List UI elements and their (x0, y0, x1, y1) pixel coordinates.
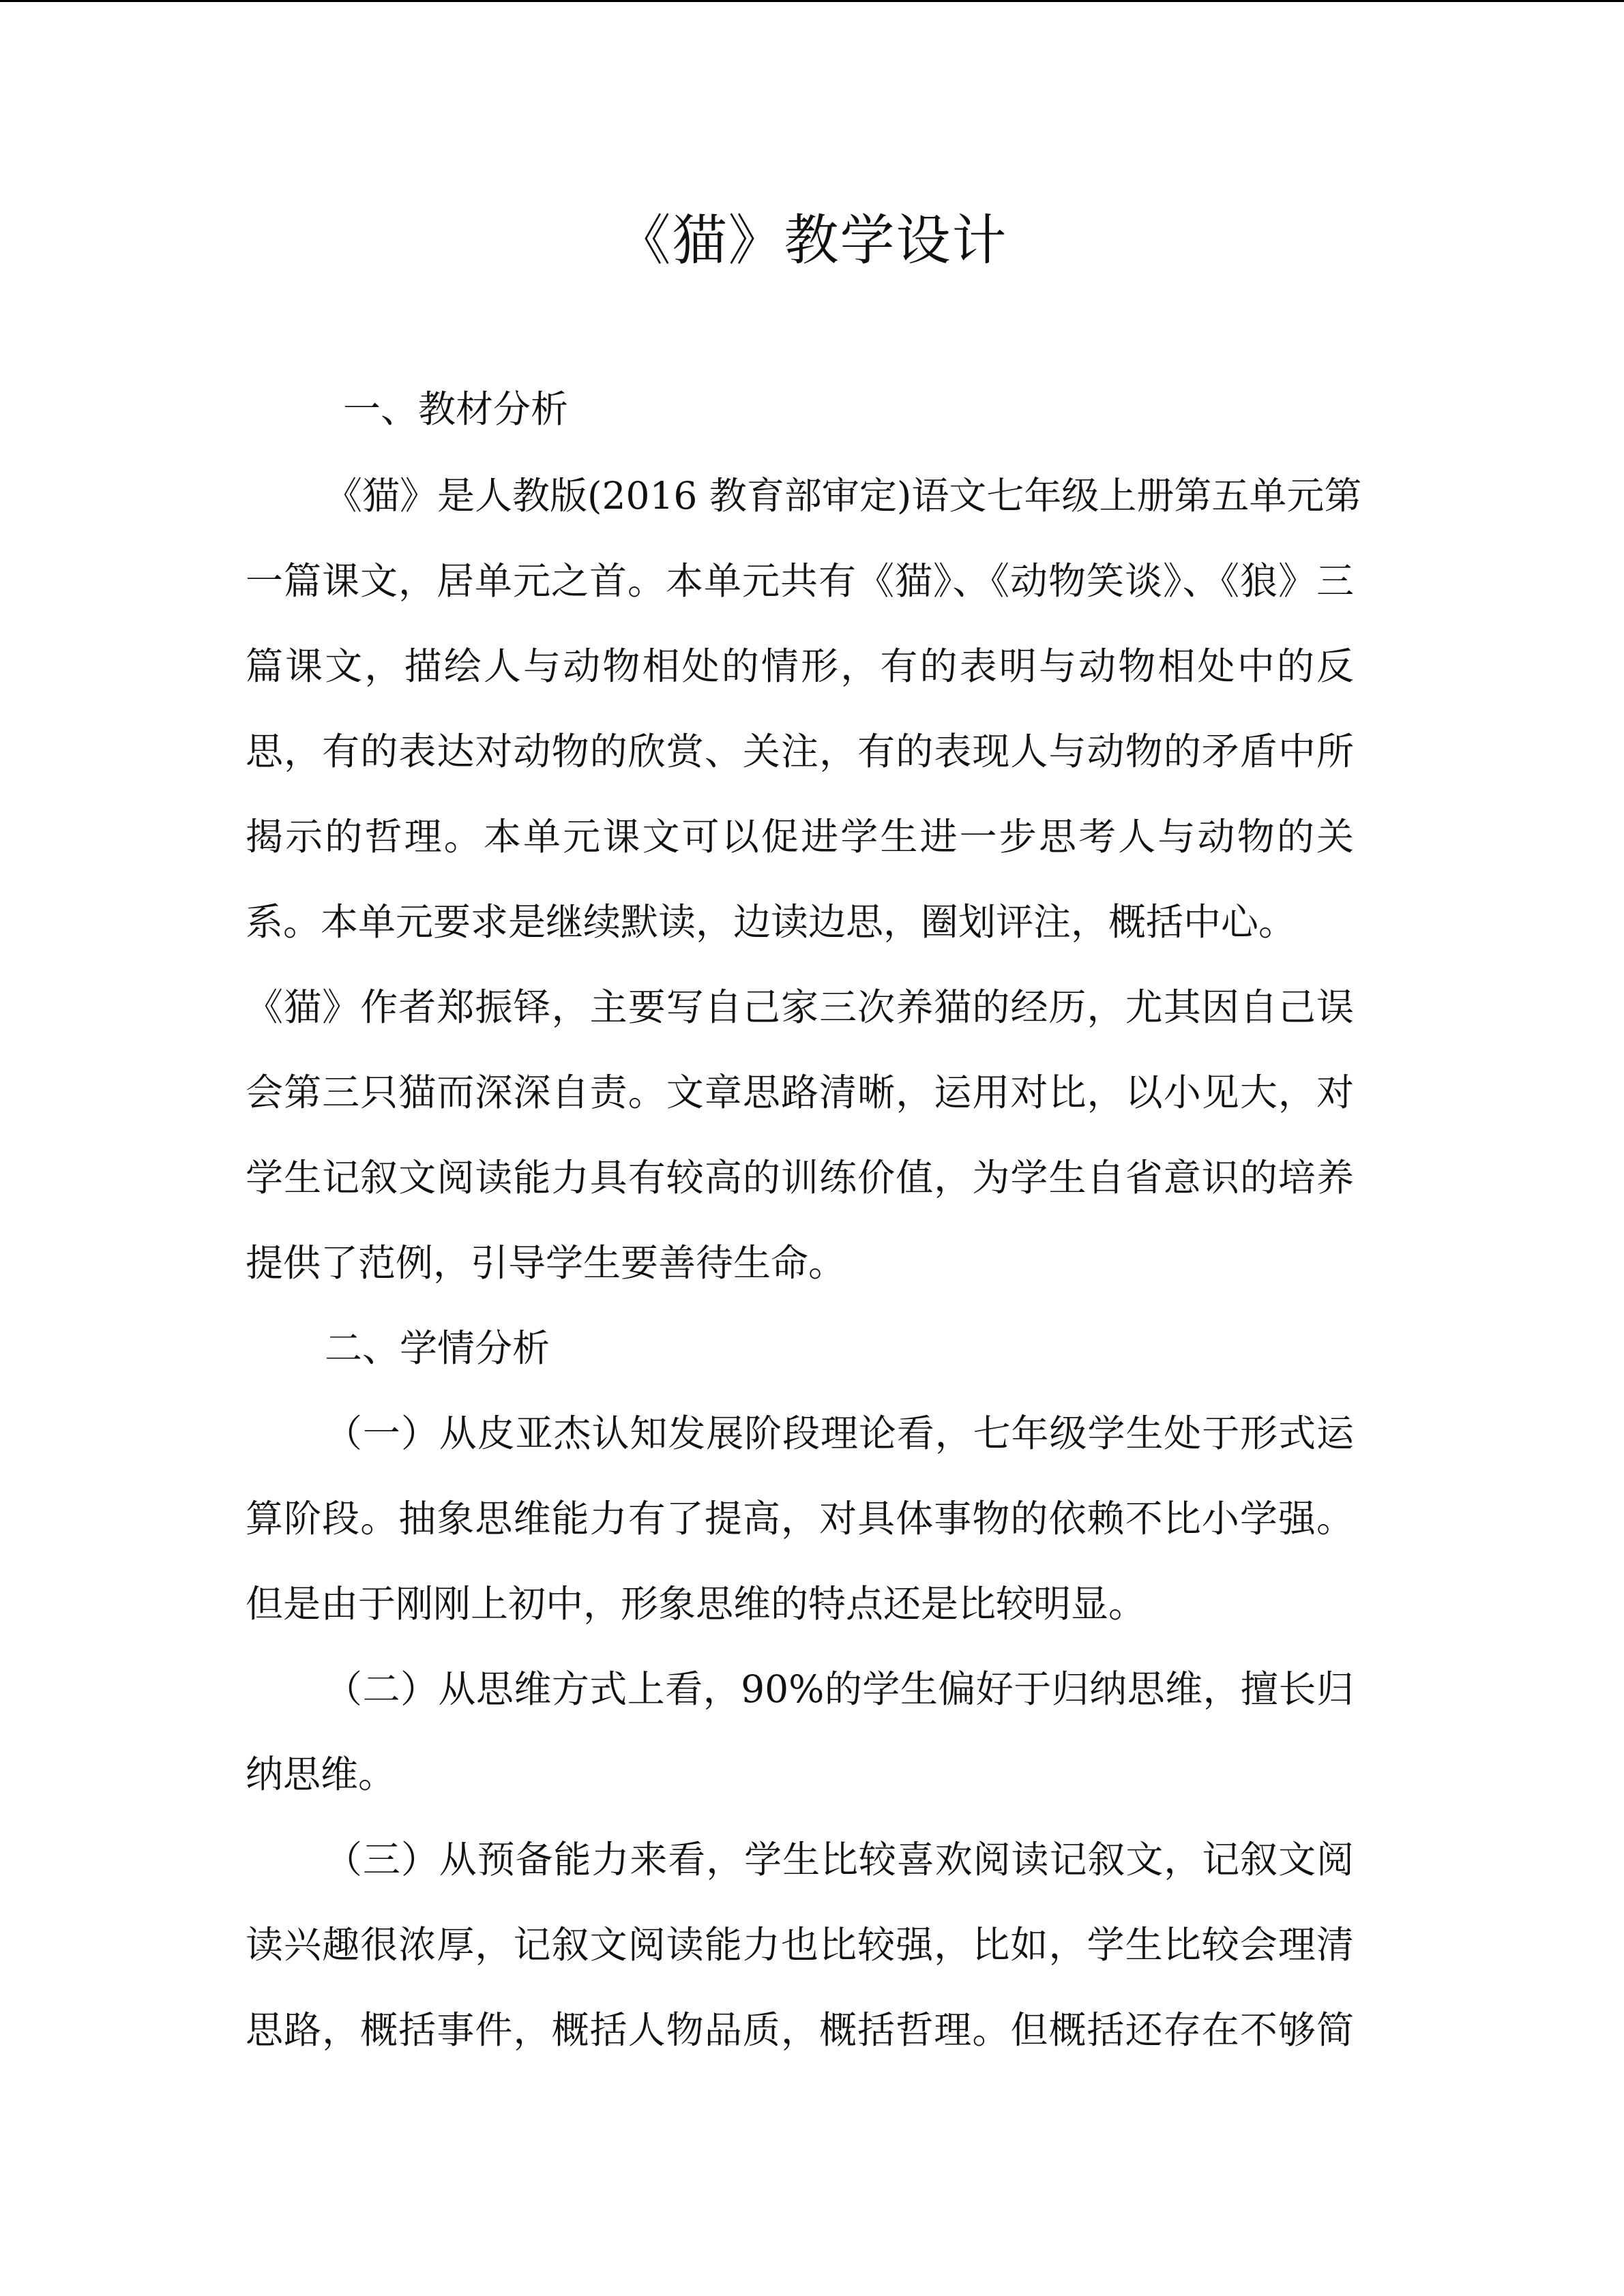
paragraph-line: 但是由于刚刚上初中，形象思维的特点还是比较明显。 (246, 1582, 1147, 1626)
paragraph-line: 会第三只猫而深深自责。文章思路清晰，运用对比，以小见大，对 (246, 1071, 1354, 1114)
paragraph-line: 学生记叙文阅读能力具有较高的训练价值，为学生自省意识的培养 (246, 1156, 1354, 1199)
section-heading-learner-analysis: 二、学情分析 (325, 1326, 550, 1370)
paragraph-line: 读兴趣很浓厚，记叙文阅读能力也比较强，比如，学生比较会理清 (246, 1923, 1354, 1967)
paragraph-line: 提供了范例，引导学生要善待生命。 (246, 1241, 846, 1285)
paragraph-line: 一篇课文，居单元之首。本单元共有《猫》、《动物笑谈》、《狼》三 (246, 559, 1354, 603)
page-top-border (0, 0, 1624, 2)
paragraph-line: 篇课文，描绘人与动物相处的情形，有的表明与动物相处中的反 (246, 644, 1354, 688)
paragraph-line: （二）从思维方式上看，90%的学生偏好于归纳思维，擅长归 (325, 1667, 1354, 1711)
paragraph-line: 《猫》是人教版(2016 教育部审定)语文七年级上册第五单元第 (325, 474, 1362, 518)
paragraph-line: 系。本单元要求是继续默读，边读边思，圈划评注，概括中心。 (246, 900, 1297, 944)
paragraph-line: 思路，概括事件，概括人物品质，概括哲理。但概括还存在不够简 (246, 2008, 1354, 2052)
paragraph-line: （三）从预备能力来看，学生比较喜欢阅读记叙文，记叙文阅 (325, 1838, 1354, 1881)
paragraph-line: 《猫》作者郑振铎，主要写自己家三次养猫的经历，尤其因自己误 (246, 985, 1354, 1029)
paragraph-line: 思，有的表达对动物的欣赏、关注，有的表现人与动物的矛盾中所 (246, 730, 1354, 773)
paragraph-line: 算阶段。抽象思维能力有了提高，对具体事物的依赖不比小学强。 (246, 1497, 1354, 1540)
document-title: 《猫》教学设计 (616, 209, 1008, 272)
paragraph-line: 纳思维。 (246, 1753, 396, 1796)
paragraph-line: 揭示的哲理。本单元课文可以促进学生进一步思考人与动物的关 (246, 815, 1354, 859)
section-heading-materials-analysis: 一、教材分析 (343, 387, 569, 431)
paragraph-line: （一）从皮亚杰认知发展阶段理论看，七年级学生处于形式运 (325, 1412, 1354, 1455)
